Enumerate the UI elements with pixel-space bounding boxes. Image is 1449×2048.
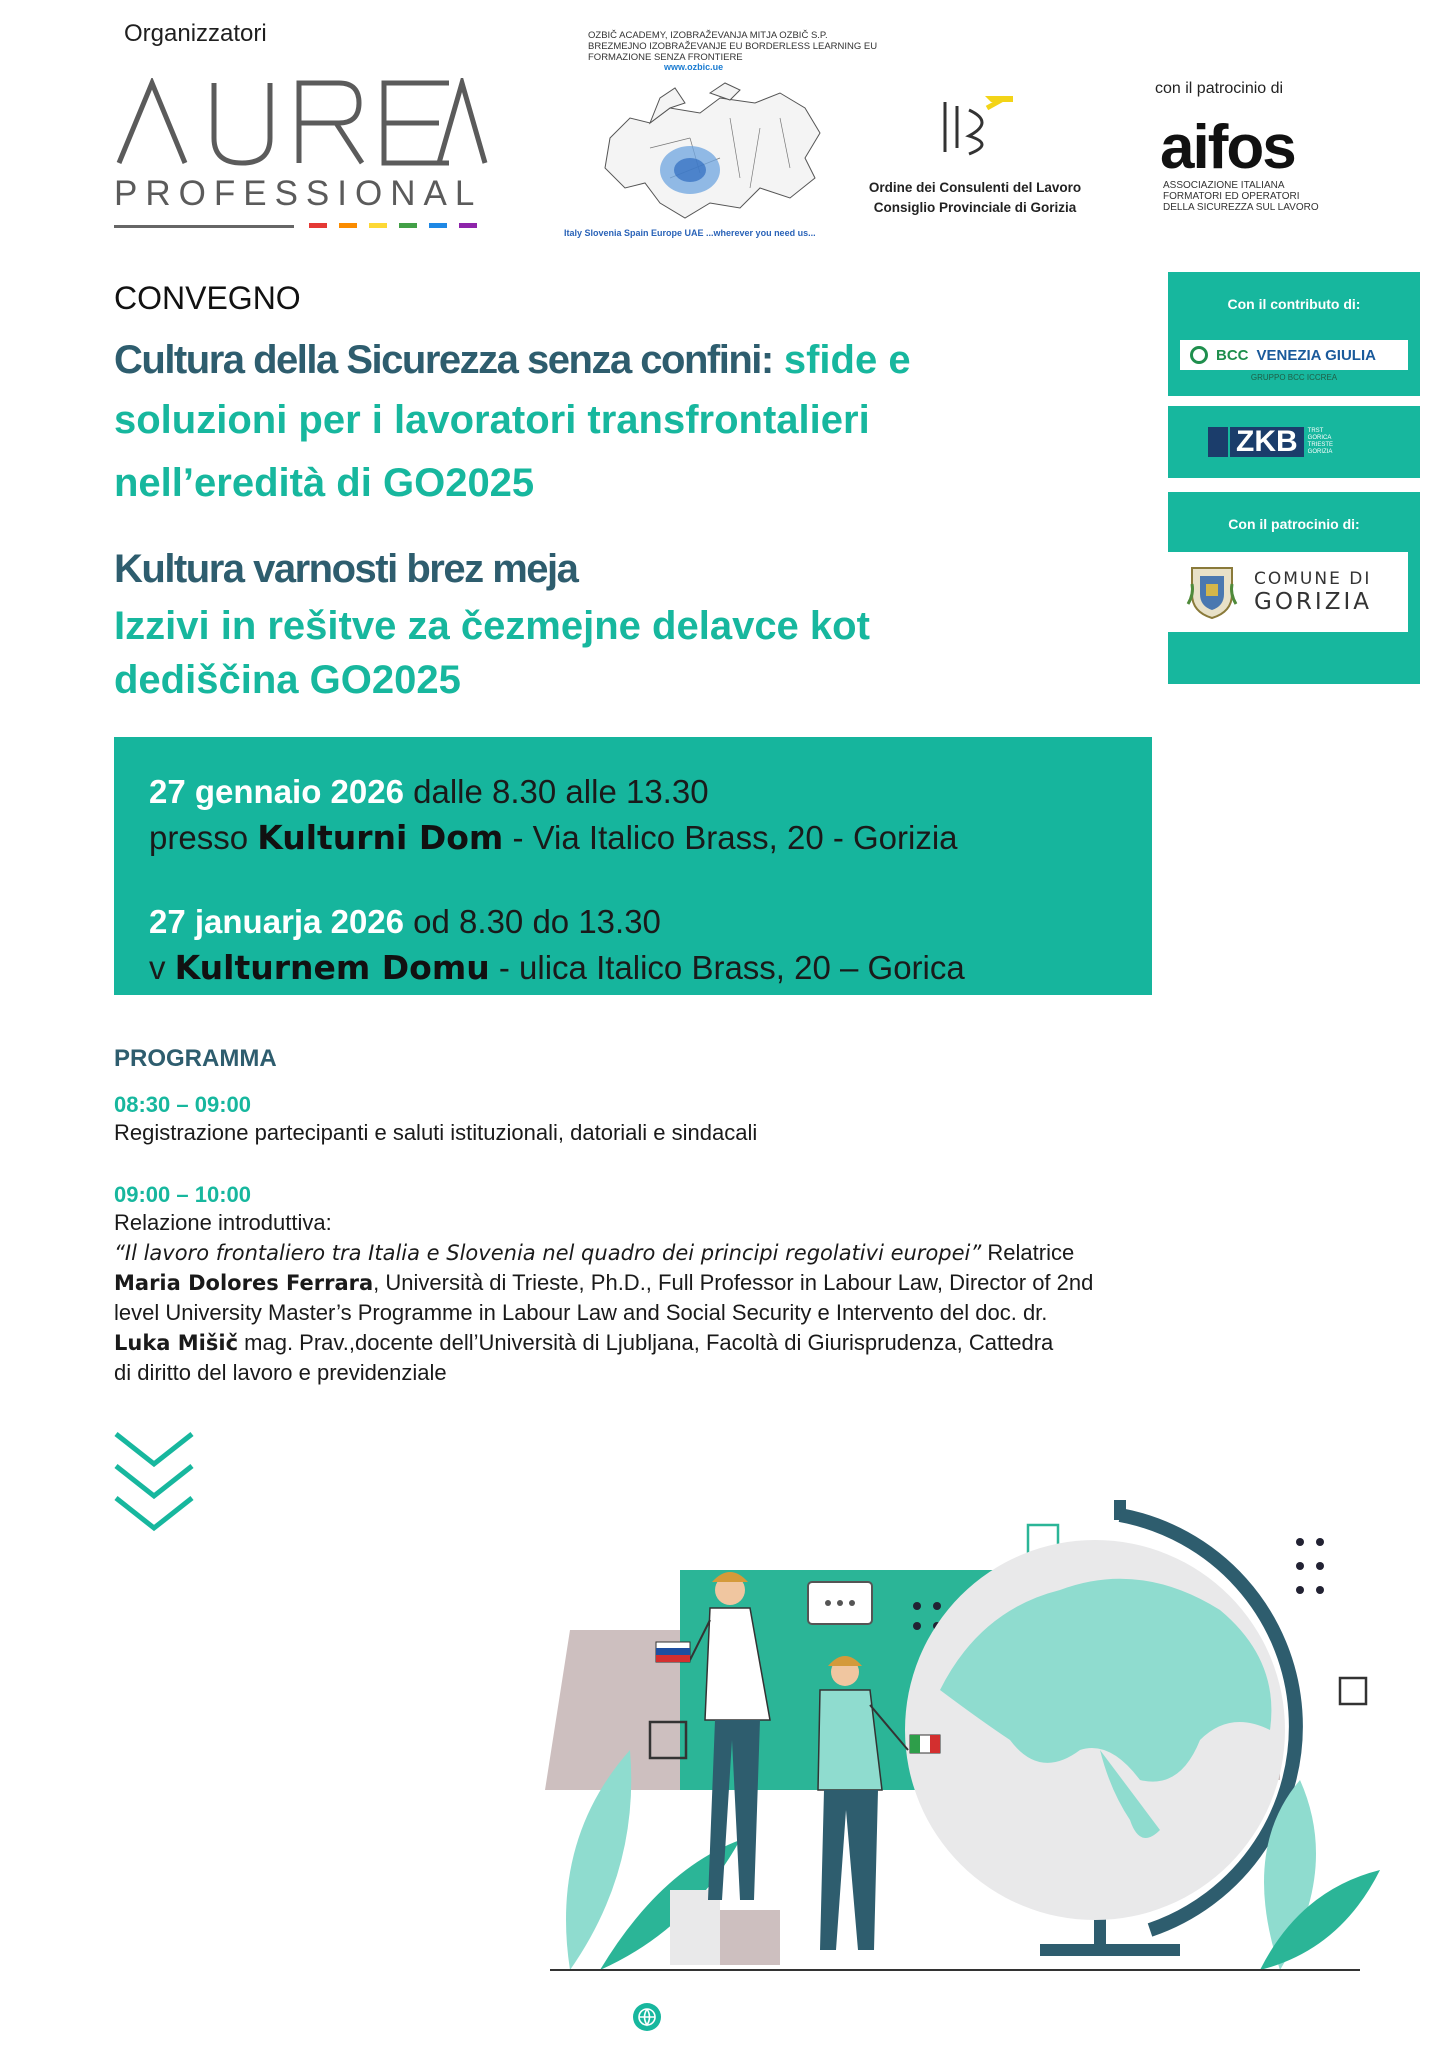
- slot-time: 08:30 – 09:00: [114, 1092, 251, 1117]
- workers-globe-illustration: [540, 1490, 1380, 1980]
- title-sl-teal-1: Izzivi in rešitve za čezmejne delavce kot: [114, 604, 870, 648]
- globe-icon: [632, 2002, 662, 2032]
- comune-line2: GORIZIA: [1254, 589, 1372, 615]
- slot-description: Registrazione partecipanti e saluti istituzionali, datoriali e sindacali: [114, 1120, 758, 1145]
- contribution-label: Con il contributo di:: [1227, 296, 1361, 312]
- time-sl: od 8.30 do 13.30: [404, 903, 661, 940]
- slot-intro: Relazione introduttiva:: [114, 1210, 332, 1235]
- ozbic-tagline: Italy Slovenia Spain Europe UAE ...wherever you need us...: [564, 228, 816, 238]
- date-it-row: [149, 769, 1117, 815]
- programme-title: PROGRAMMA: [114, 1045, 277, 1072]
- zkb-logo: ZKB TRST GORICA TRIESTE GORIZIA: [1208, 424, 1380, 460]
- chevrons-down-icon: [112, 1428, 197, 1540]
- sponsor-contribution-box: [1168, 272, 1420, 396]
- comune-logo: [1168, 552, 1408, 632]
- address-it: - Via Italico Brass, 20 - Gorizia: [503, 819, 958, 856]
- venue-it-row: presso Kulturni Dom - Via Italico Brass, 20 - Gorizia: [149, 818, 958, 857]
- bcc-mark-icon: [1190, 346, 1208, 364]
- programme-slot-1: [114, 1092, 1294, 1148]
- address-sl: - ulica Italico Brass, 20 – Gorica: [489, 949, 965, 986]
- date-sl: 27 januarja 2026: [149, 903, 405, 940]
- aifos-logo: aifos: [1160, 113, 1295, 182]
- cdl-name: Ordine dei Consulenti del Lavoro Consiglio Provinciale di Gorizia: [868, 180, 1082, 215]
- aifos-description: ASSOCIAZIONE ITALIANA FORMATORI ED OPERATORI DELLA SICUREZZA SUL LAVORO: [1163, 180, 1319, 213]
- sponsor-zkb-box: [1168, 406, 1420, 478]
- slot-time: 09:00 – 10:00: [114, 1182, 251, 1207]
- aurea-logo: [114, 78, 494, 168]
- patronage-label: Con il patrocinio di:: [1228, 516, 1360, 532]
- aurea-subtitle: PROFESSIONAL: [114, 174, 483, 213]
- ozbic-url: www.ozbic.ue: [664, 62, 724, 72]
- venue-sl: Kulturnem Domu: [174, 948, 490, 987]
- coat-of-arms-icon: [1186, 564, 1238, 620]
- aurea-color-rule: [114, 223, 494, 229]
- talk-title: “Il lavoro frontaliero tra Italia e Slovenia nel quadro dei principi regolativi europei”: [114, 1241, 982, 1265]
- zkb-mark-icon: [1208, 427, 1228, 457]
- speaker-name: Maria Dolores Ferrara: [114, 1271, 374, 1295]
- title-sl-dark: Kultura varnosti brez meja: [114, 547, 578, 591]
- date-sl-row: [149, 899, 1117, 945]
- comune-line1: COMUNE DI: [1254, 569, 1372, 589]
- title-it-teal-1: sfide e: [783, 338, 911, 382]
- organizers-label: Organizzatori: [124, 20, 267, 47]
- cdl-logo: [935, 92, 1015, 162]
- programme-slot-2: 09:00 – 10:00 Relazione introduttiva: “Il lavoro frontaliero tra Italia e Slovenia nel quadro dei principi regolativi europei” Relatrice Maria Dolores Ferrara, Università di Trieste, Ph.D., Full Professor in Labour Law, Director of 2nd level University Master’s Programme in Labour Law and Social Security e Intervento del doc. dr. Luka Mišič mag. Prav.,docente dell’Università di Ljubljana, Facoltà di Giurisprudenza, Cattedra di diritto del lavoro e previdenziale: [114, 1182, 1294, 1388]
- event-title: [114, 330, 1114, 707]
- title-it-teal-2: soluzioni per i lavoratori transfrontalieri: [114, 398, 870, 442]
- title-sl-teal-2: dediščina GO2025: [114, 658, 461, 702]
- speaker-name: Luka Mišič: [114, 1331, 239, 1355]
- ozbic-description: OZBIČ ACADEMY, IZOBRAŽEVANJA MITJA OZBIČ S.P. BREZMEJNO IZOBRAŽEVANJE EU BORDERLESS LEARNING EU FORMAZIONE SENZA FRONTIERE: [588, 30, 878, 63]
- bcc-group: GRUPPO BCC ICCREA: [1250, 373, 1338, 382]
- title-it-dark: Cultura della Sicurezza senza confini:: [114, 338, 773, 382]
- europe-map-icon: [590, 78, 830, 228]
- bcc-logo: BCC VENEZIA GIULIA: [1180, 340, 1408, 370]
- aifos-patronage-label: con il patrocinio di: [1155, 80, 1284, 97]
- date-it: 27 gennaio 2026: [149, 773, 404, 810]
- time-it: dalle 8.30 alle 13.30: [403, 773, 709, 810]
- venue-sl-row: v Kulturnem Domu - ulica Italico Brass, 20 – Gorica: [149, 948, 965, 987]
- sponsor-patronage-box: [1168, 492, 1420, 684]
- event-details-box: [114, 737, 1152, 995]
- event-kind: CONVEGNO: [114, 280, 301, 316]
- title-it-teal-3: nell’eredità di GO2025: [114, 461, 535, 505]
- venue-it: Kulturni Dom: [257, 818, 504, 857]
